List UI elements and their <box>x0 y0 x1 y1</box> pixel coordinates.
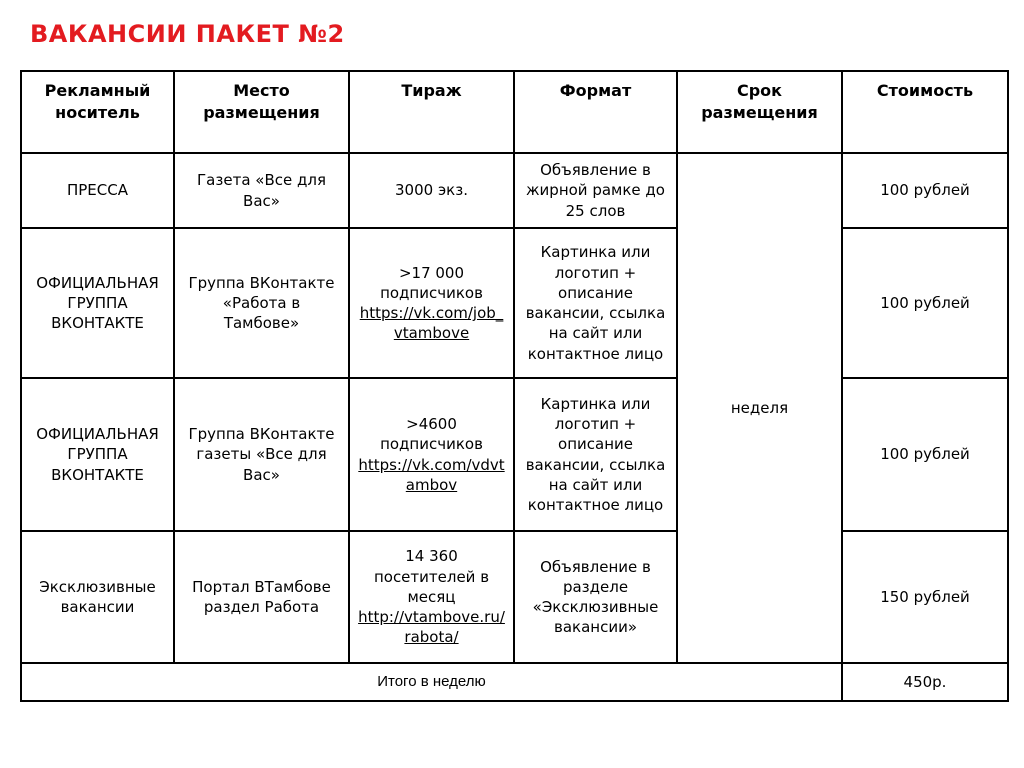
cell-cost: 100 рублей <box>842 228 1008 378</box>
column-header-cost: Стоимость <box>842 71 1008 153</box>
column-header-circulation: Тираж <box>349 71 514 153</box>
circulation-text: >4600 подписчиков <box>380 415 483 454</box>
cell-carrier: Эксклюзивные вакансии <box>21 531 174 663</box>
cell-place: Группа ВКонтакте «Работа в Тамбове» <box>174 228 349 378</box>
column-header-term: Срок размещения <box>677 71 842 153</box>
column-header-carrier: Рекламный носитель <box>21 71 174 153</box>
cell-place: Портал ВТамбове раздел Работа <box>174 531 349 663</box>
table-row-pressa <box>21 153 1008 228</box>
cell-carrier: ПРЕССА <box>21 153 174 228</box>
circulation-text: 14 360 посетителей в месяц <box>373 547 490 606</box>
column-header-place: Место размещения <box>174 71 349 153</box>
cell-term-merged: неделя <box>677 153 842 663</box>
total-value: 450р. <box>842 663 1008 701</box>
table-row-vk-rabota <box>21 228 1008 378</box>
table-header-row <box>21 71 1008 153</box>
cell-circulation <box>349 378 514 531</box>
cell-place: Группа ВКонтакте газеты «Все для Вас» <box>174 378 349 531</box>
cell-format: Объявление в разделе «Эксклюзивные вакансии» <box>514 531 677 663</box>
table-row-vk-vdv <box>21 378 1008 531</box>
table-row-exclusive <box>21 531 1008 663</box>
cell-format: Картинка или логотип + описание вакансии, ссылка на сайт или контактное лицо <box>514 228 677 378</box>
cell-cost: 150 рублей <box>842 531 1008 663</box>
page-title: ВАКАНСИИ ПАКЕТ №2 <box>30 20 345 48</box>
cell-carrier: ОФИЦИАЛЬНАЯ ГРУППА ВКОНТАКТЕ <box>21 378 174 531</box>
table-total-row <box>21 663 1008 701</box>
cell-cost: 100 рублей <box>842 378 1008 531</box>
total-label: Итого в неделю <box>21 663 842 701</box>
cell-cost: 100 рублей <box>842 153 1008 228</box>
circulation-text: >17 000 подписчиков <box>380 263 483 302</box>
vk-vdvtambov-link[interactable]: https://vk.com/vdvtambov <box>358 455 505 494</box>
cell-circulation <box>349 228 514 378</box>
cell-place: Газета «Все для Вас» <box>174 153 349 228</box>
pricing-table <box>20 70 1009 702</box>
column-header-format: Формат <box>514 71 677 153</box>
cell-format: Объявление в жирной рамке до 25 слов <box>514 153 677 228</box>
cell-circulation <box>349 531 514 663</box>
cell-format: Картинка или логотип + описание вакансии, ссылка на сайт или контактное лицо <box>514 378 677 531</box>
vtambove-rabota-link[interactable]: http://vtambove.ru/rabota/ <box>358 608 505 647</box>
vk-job-vtambove-link[interactable]: https://vk.com/job_vtambove <box>359 304 504 343</box>
cell-carrier: ОФИЦИАЛЬНАЯ ГРУППА ВКОНТАКТЕ <box>21 228 174 378</box>
cell-circulation: 3000 экз. <box>349 153 514 228</box>
